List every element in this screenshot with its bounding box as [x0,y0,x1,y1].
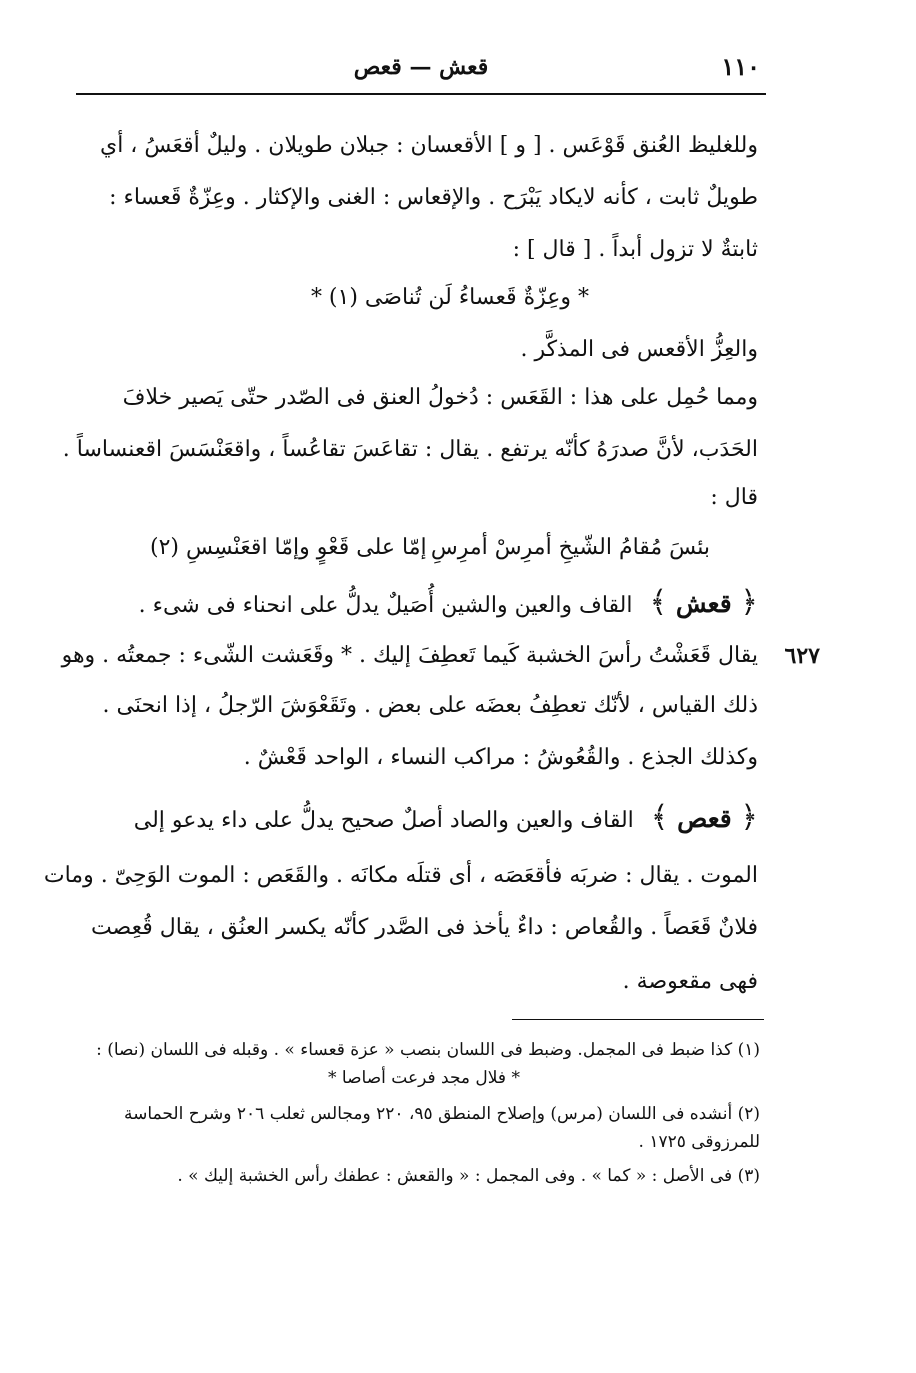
text-line: طويلٌ ثابت ، كأنه لايكاد يَبْرَح . والإقعاس : الغنى والإكثار . وعِزّةٌ قَعساء : [109,185,758,210]
verse-quote: * وعِزّةٌ قَعساءُ لَن تُناصَى (١) * [310,285,590,310]
entry-headword: ﴿ قعص ﴾ [650,800,758,835]
footnote-verse: * فلال مجد فرعت أصاصا * [328,1068,520,1088]
page-header [78,48,764,88]
text-line [61,638,820,674]
page-number: ١١٠ [721,52,760,81]
text-line: ذلك القياس ، لأنّك تعطِفُ بعضَه على بعض . وتَقَعْوَشَ الرّجلُ ، إذا انحنَى . [102,693,758,718]
footnote-rule [512,1019,764,1020]
entry-text: القاف والعين والصاد أصلٌ صحيح يدلُّ على داء يدعو إلى [133,808,634,833]
text-line: والعِزُّ الأقعس فى المذكَّر . [520,337,758,362]
entry-headword: ﴿ قعش ﴾ [649,585,758,620]
verse-first-hemistich: بئسَ مُقامُ الشّيخِ أمرِسْ أمرِسِ [430,535,710,560]
text-line: ومما حُمِل على هذا : القَعَس : دُخولُ العنق فى الصّدر حتّى يَصير خلافَ [122,385,758,410]
footnote: (٢) أنشده فى اللسان (مرس) وإصلاح المنطق ٩٥، ٢٢٠ ومجالس ثعلب ٢٠٦ وشرح الحماسة [124,1104,760,1124]
entry-text: يقال قَعَشْتُ رأسَ الخشبة كَيما تَعطِفَ إليك . * وقَعَشت الشّىء : جمعتُه . وهو [61,643,758,668]
entry-text: القاف والعين والشين أُصَيلٌ يدلُّ على انحناء فى شىء . [138,593,633,618]
entry-number: ٦٢٧ [784,643,820,669]
verse-second-hemistich: إمّا على قَعْوٍ وإمّا اقعَنْسِسِ (٢) [150,535,427,560]
footnote: للمرزوقى ١٧٢٥ . [638,1132,760,1152]
header-rule [76,93,766,95]
text-line: فلانٌ قَعَصاً . والقُعاص : داءٌ يأخذ فى الصَّدر كأنّه يكسر العنُق ، يقال قُعِصت [90,915,758,940]
text-line: ثابتةٌ لا تزول أبداً . [ قال ] : [512,237,758,262]
verse-couplet [150,530,710,570]
text-line: وللغليظ العُنق قَوْعَس . [ و ] الأقعسان : جبلان طويلان . وليلٌ أقعَسُ ، أي [99,133,758,158]
text-line: وكذلك الجذع . والقُعُوشُ : مراكب النساء ، الواحد قَعْشٌ . [243,745,758,770]
footnote: (١) كذا ضبط فى المجمل. وضبط فى اللسان بنصب « عزة قعساء » . وقبله فى اللسان (نصا) : [96,1040,760,1060]
entry-line [84,585,758,624]
running-head: قعش — قعص [353,54,489,80]
text-line: فهى مقعوصة . [622,969,758,994]
text-line: الحَدَب، لأنَّ صدرَهُ كأنّه يرتفع . يقال : تقاعَسَ تقاعُساً ، واقعَنْسَسَ اقعنساساً . [62,437,758,462]
text-line: الموت . يقال : ضربَه فأقعَصَه ، أى قتلَه مكانَه . والقَعَص : الموت الوَحِىّ . ومات [43,863,758,888]
entry-line [84,800,758,839]
text-line: قال : [710,485,758,510]
footnote: (٣) فى الأصل : « كما » . وفى المجمل : « والقعش : عطفك رأس الخشبة إليك » . [177,1166,760,1186]
